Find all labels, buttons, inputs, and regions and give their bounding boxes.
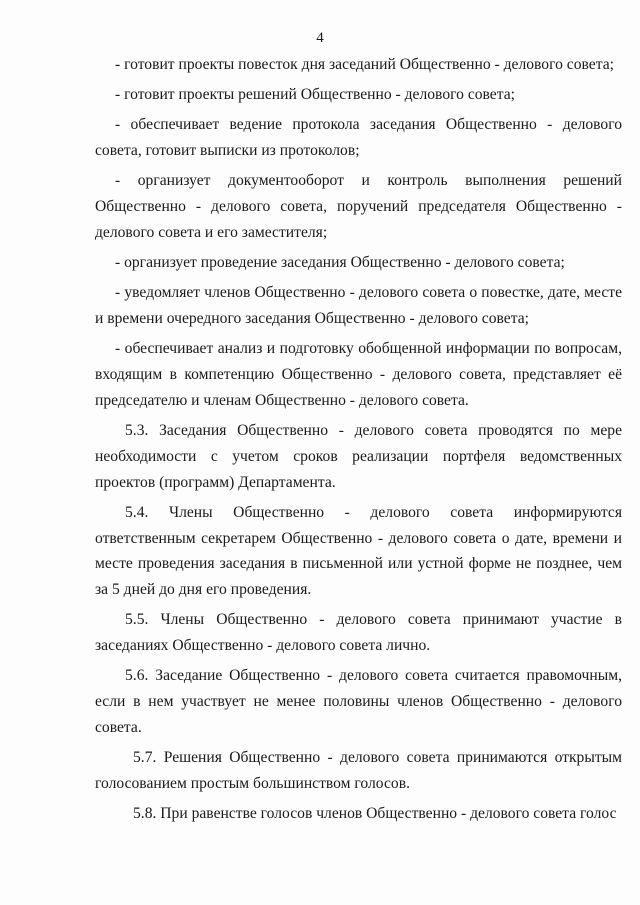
paragraph-5-6: 5.6. Заседание Общественно - делового совета считается правомочным, если в нем участвует не менее половины членов Общественно - делового совета. [95,667,622,737]
paragraph-analysis: - обеспечивает анализ и подготовку обобщенной информации по вопросам, входящим в компетенцию Общественно - делового совета, представляет её председателю и членам Общественно - делового совета. [95,340,622,409]
paragraph-organize-meeting: - организует проведение заседания Общественно - делового совета; [115,254,565,272]
paragraph-minutes: - обеспечивает ведение протокола заседания Общественно - делового совета, готовит выписки из протоколов; [95,116,622,160]
document-body [95,52,622,831]
paragraph-document-flow: - организует документооборот и контроль выполнения решений Общественно - делового совета, поручений председателя Общественно - делового совета и его заместителя; [95,172,622,241]
paragraph-5-8: 5.8. При равенстве голосов членов Общественно - делового совета голос [133,805,617,823]
paragraph-5-3: 5.3. Заседания Общественно - делового совета проводятся по мере необходимости с учетом сроков реализации портфеля ведомственных проектов (программ) Департамента. [95,422,622,491]
paragraph-prepare-agenda: - готовит проекты повесток дня заседаний Общественно - делового совета; [115,56,614,73]
paragraph-5-7: 5.7. Решения Общественно - делового совета принимаются открытым голосованием простым большинством голосов. [95,749,622,793]
paragraph-5-5: 5.5. Члены Общественно - делового совета принимают участие в заседаниях Общественно - делового совета лично. [95,611,622,655]
paragraph-prepare-decisions: - готовит проекты решений Общественно - делового совета; [115,86,515,104]
paragraph-notify-members: - уведомляет членов Общественно - делового совета о повестке, дате, месте и времени очередного заседания Общественно - делового совета; [95,284,622,328]
paragraph-5-4: 5.4. Члены Общественно - делового совета информируются ответственным секретарем Общественно - делового совета о дате, времени и месте проведения заседания в письменной или устной форме не позднее, чем за 5 дней до дня его проведения. [95,503,622,599]
page-number: 4 [316,30,324,46]
